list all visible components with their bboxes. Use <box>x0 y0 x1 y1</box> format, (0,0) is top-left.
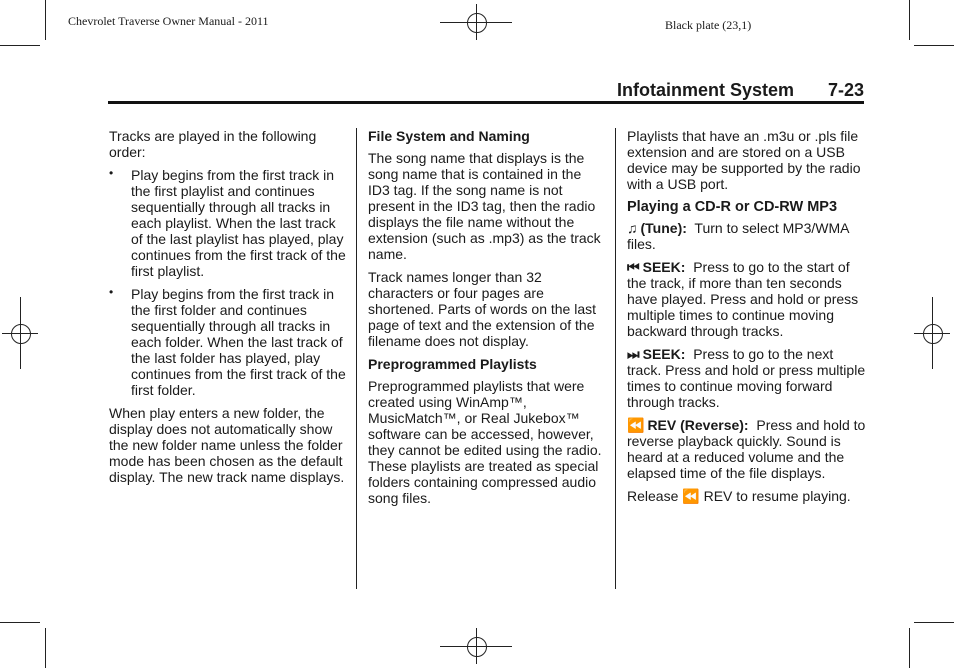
column-2 <box>368 128 604 513</box>
paragraph: Track names longer than 32 characters or four pages are shortened. Parts of words on the last page of text and the extension of the filename does not display. <box>368 269 597 349</box>
seek-back-icon: ⏮ <box>627 259 640 275</box>
subheading: Preprogrammed Playlists <box>368 356 537 372</box>
registration-circle <box>923 324 943 344</box>
control-label: SEEK: <box>642 346 686 362</box>
list-item-text: Play begins from the first track in the first playlist and continues sequentially through all tracks in each playlist. When the last track of the last playlist has played, play continues from the first track of the first playlist. <box>131 167 346 279</box>
crop-mark <box>914 622 954 623</box>
column-1 <box>109 128 349 492</box>
crop-mark <box>45 0 46 40</box>
list-item <box>109 286 349 398</box>
crop-mark <box>914 45 954 46</box>
rewind-icon: ⏪ <box>682 488 700 504</box>
control-label: REV (Reverse): <box>647 417 749 433</box>
plate-title: Chevrolet Traverse Owner Manual - 2011 <box>68 14 269 28</box>
release-instruction <box>627 488 867 504</box>
crop-mark <box>0 45 40 46</box>
control-text: Press to go to the start of the track, if more than ten seconds have played. Press and hold or press multiple times to continue moving backward through tracks. <box>627 259 859 339</box>
header-rule <box>108 101 864 104</box>
crop-mark <box>0 622 40 623</box>
column-divider <box>615 128 616 589</box>
paragraph: Preprogrammed playlists that were created using WinAmp™, MusicMatch™, or Real Jukebox™ software can be accessed, however, they cannot be edited using the radio. These playlists are treated as special folders containing compressed audio song files. <box>368 378 602 506</box>
running-header <box>108 80 864 102</box>
registration-circle <box>467 637 487 657</box>
section-title: Infotainment System <box>616 80 794 100</box>
control-text: Press to go to the next track. Press and hold or press multiple times to continue moving forward through tracks. <box>627 346 866 410</box>
paragraph: Tracks are played in the following order: <box>109 128 317 160</box>
list-item-text: Play begins from the first track in the first folder and continues sequentially through all tracks in each folder. When the last track of the last folder has played, play continues from the first track of the first folder. <box>131 286 346 398</box>
paragraph: When play enters a new folder, the display does not automatically show the new folder name unless the folder mode has been chosen as the default display. The new track name displays. <box>109 405 345 485</box>
section-heading: Playing a CD-R or CD-RW MP3 <box>627 199 838 215</box>
list-item <box>109 167 349 279</box>
control-text: Press and hold to reverse playback quickly. Sound is heard at a reduced volume and the elapsed time of the file displays. <box>627 417 866 481</box>
control-description-seek-back <box>627 259 867 339</box>
paragraph: The song name that displays is the song name that is contained in the ID3 tag. If the song name is not present in the ID3 tag, then the radio displays the file name without the extension (such as .mp3) as the track name. <box>368 150 601 262</box>
control-description-rev <box>627 417 867 481</box>
subheading: File System and Naming <box>368 128 530 144</box>
crop-mark <box>909 628 910 668</box>
control-label: SEEK: <box>642 259 686 275</box>
paragraph: Playlists that have an .m3u or .pls file extension and are stored on a USB device may be supported by the radio with a USB port. <box>627 128 861 192</box>
release-prefix: Release <box>627 488 679 504</box>
registration-circle <box>467 13 487 33</box>
seek-forward-icon: ⏭ <box>627 346 640 362</box>
bullet-icon: • <box>109 166 114 180</box>
registration-circle <box>11 324 31 344</box>
plate-number: Black plate (23,1) <box>665 18 752 32</box>
release-suffix: REV to resume playing. <box>703 488 851 504</box>
music-note-icon: ♫ <box>627 220 638 236</box>
control-text: Turn to select MP3/WMA files. <box>627 220 849 252</box>
page-number: 7-23 <box>827 80 864 100</box>
rewind-icon: ⏪ <box>627 417 645 433</box>
column-divider <box>356 128 357 589</box>
crop-mark <box>45 628 46 668</box>
control-description-seek-forward <box>627 346 867 410</box>
control-description-tune <box>627 220 867 252</box>
crop-mark <box>909 0 910 40</box>
bullet-icon: • <box>109 285 114 299</box>
column-3 <box>627 128 867 511</box>
control-label: (Tune): <box>640 220 687 236</box>
